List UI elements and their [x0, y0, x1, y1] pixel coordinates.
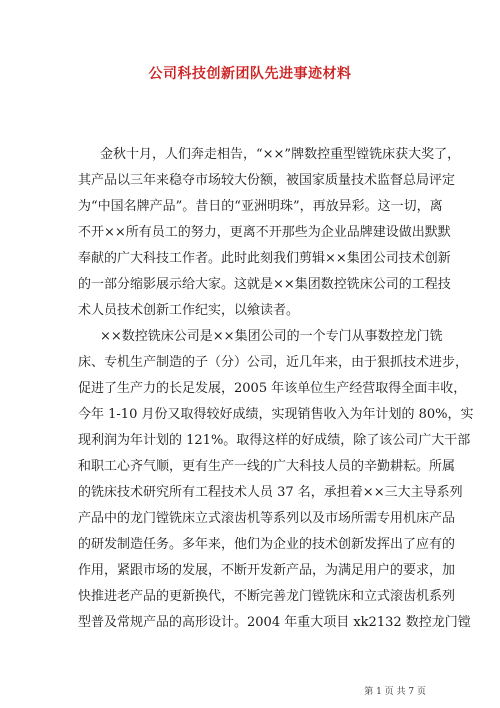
paragraph-line: 今年 1-10 月份又取得较好成绩，实现销售收入为年计划的 80%，实 — [78, 407, 474, 422]
paragraph-line: 床、专机生产制造的子（分）公司，近几年来，由于狠抓技术进步， — [78, 355, 469, 370]
paragraph-line: 型普及常规产品的高形设计。2004 年重大项目 xk2132 数控龙门镗 — [78, 615, 471, 630]
paragraph-line: 和职工心齐气顺，更有生产一线的广大科技人员的辛勤耕耘。所属 — [78, 459, 456, 474]
paragraph-line: 现利润为年计划的 121%。取得这样的好成绩，除了该公司广大干部 — [78, 433, 471, 448]
page-number-footer: 第 1 页 共 7 页 — [364, 687, 426, 697]
document-title: 公司科技创新团队先进事迹材料 — [148, 66, 352, 82]
paragraph-line: 的研发制造任务。多年来，他们为企业的技术创新发挥出了应有的 — [78, 537, 456, 552]
paragraph-line: ××数控铣床公司是××集团公司的一个专门从事数控龙门铣 — [100, 329, 443, 344]
paragraph-line: 作用，紧跟市场的发展，不断开发新产品，为满足用户的要求，加 — [78, 563, 456, 578]
paragraph-line: 其产品以三年来稳夺市场较大份额，被国家质量技术监督总局评定 — [78, 173, 456, 188]
paragraph-line: 金秋十月，人们奔走相告，“××”牌数控重型镗铣床获大奖了， — [100, 147, 461, 162]
paragraph-line: 不开××所有员工的努力，更离不开那些为企业品牌建设做出默默 — [78, 225, 451, 240]
paragraph-line: 的铣床技术研究所有工程技术人员 37 名，承担着××三大主导系列 — [78, 485, 463, 500]
paragraph-line: 为“中国名牌产品”。昔日的“亚洲明珠”，再放异彩。这一切，离 — [78, 199, 443, 214]
paragraph-line: 产品中的龙门镗铣床立式滚齿机等系列以及市场所需专用机床产品 — [78, 511, 456, 526]
paragraph-line: 促进了生产力的长足发展，2005 年该单位生产经营取得全面丰收， — [78, 381, 467, 396]
paragraph-line: 奉献的广大科技工作者。此时此刻我们剪辑××集团公司技术创新 — [78, 251, 451, 266]
paragraph-line: 术人员技术创新工作纪实，以飨读者。 — [78, 303, 300, 318]
paragraph-line: 的一部分缩影展示给大家。这就是××集团数控铣床公司的工程技 — [78, 277, 451, 292]
paragraph-line: 快推进老产品的更新换代，不断完善龙门镗铣床和立式滚齿机系列 — [78, 589, 456, 604]
